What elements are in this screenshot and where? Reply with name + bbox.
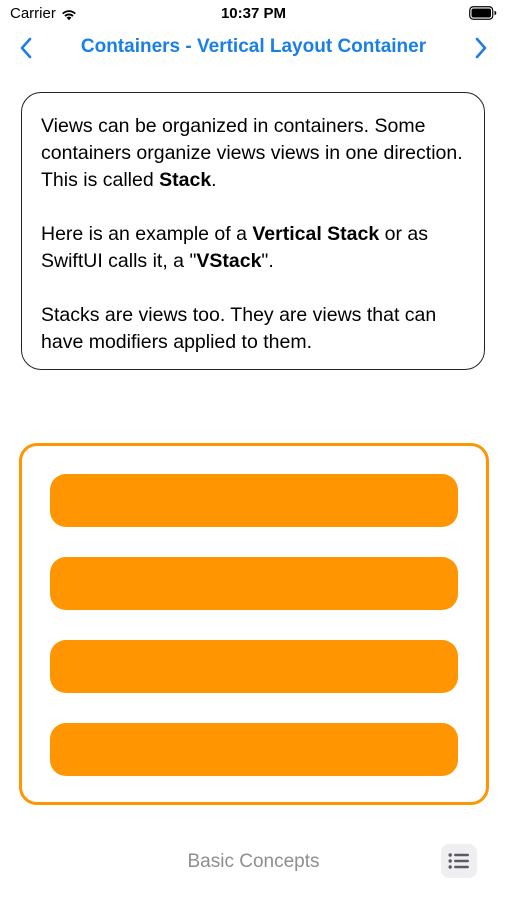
info-text: or as SwiftUI calls it, a " [41, 223, 428, 272]
info-bold: VStack [196, 250, 262, 272]
info-text: . [211, 169, 217, 191]
forward-button[interactable] [469, 36, 493, 60]
carrier-label: Carrier [10, 5, 56, 22]
vstack-container [19, 443, 489, 805]
nav-bar [0, 28, 507, 68]
status-bar [0, 0, 507, 28]
page-title: Containers - Vertical Layout Container [80, 36, 427, 57]
info-text: ". [261, 250, 274, 272]
vstack-item [50, 723, 458, 776]
info-paragraph-3 [41, 302, 466, 356]
vstack-item [50, 557, 458, 610]
list-button[interactable] [441, 844, 477, 878]
info-card [21, 92, 485, 370]
vstack-item [50, 474, 458, 527]
list-icon [448, 852, 470, 870]
info-text: Stacks are views too. They are views that can have modifiers applied to them. [41, 304, 437, 353]
info-paragraph-1 [41, 113, 466, 194]
back-button[interactable] [14, 36, 38, 60]
battery-icon [469, 6, 497, 20]
vstack-item [50, 640, 458, 693]
info-paragraph-2 [41, 221, 466, 275]
chevron-left-icon [19, 37, 33, 59]
clock: 10:37 PM [220, 5, 287, 22]
chevron-right-icon [474, 37, 488, 59]
info-bold: Vertical Stack [252, 223, 380, 245]
toolbar-label: Basic Concepts [187, 851, 320, 872]
info-text: Views can be organized in containers. Some containers organize views views in one direction. This is called [41, 115, 463, 191]
info-text: Here is an example of a [41, 223, 253, 245]
info-bold: Stack [159, 169, 212, 191]
